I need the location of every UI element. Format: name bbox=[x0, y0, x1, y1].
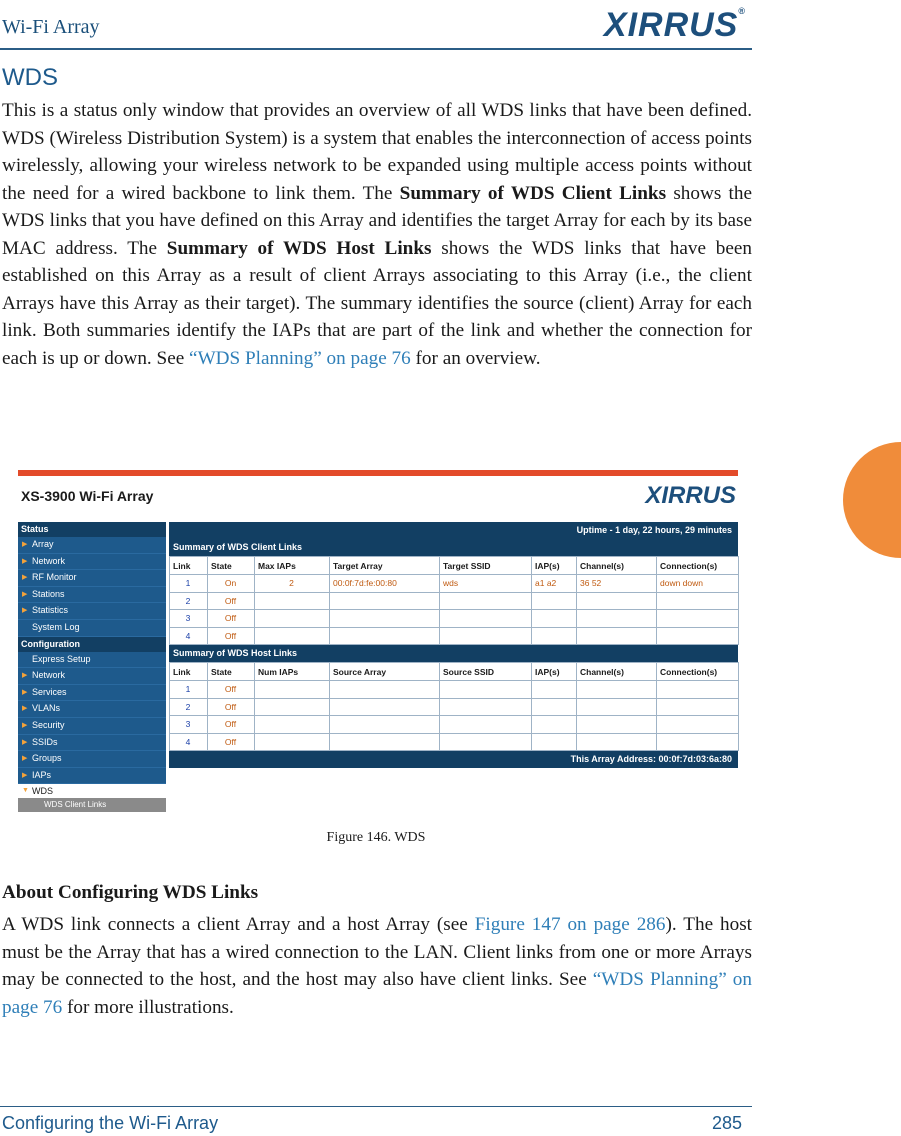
client-header-cell: IAP(s) bbox=[532, 557, 577, 575]
client-cell: Off bbox=[208, 610, 255, 628]
client-cell bbox=[577, 592, 657, 610]
wds-screenshot bbox=[18, 470, 738, 812]
host-cell bbox=[577, 698, 657, 716]
client-table-row bbox=[170, 575, 739, 593]
host-cell bbox=[255, 681, 330, 699]
client-cell bbox=[657, 592, 739, 610]
subheading: About Configuring WDS Links bbox=[2, 882, 259, 903]
host-table-row bbox=[170, 681, 739, 699]
host-header-cell: Connection(s) bbox=[657, 663, 739, 681]
arrow-icon: ▶ bbox=[22, 688, 28, 696]
client-header-cell: State bbox=[208, 557, 255, 575]
client-cell: Off bbox=[208, 592, 255, 610]
client-header-cell: Channel(s) bbox=[577, 557, 657, 575]
host-header-cell: Channel(s) bbox=[577, 663, 657, 681]
sidebar-item-network[interactable]: ▶ Network bbox=[18, 554, 166, 571]
host-cell bbox=[532, 716, 577, 734]
client-cell[interactable]: 1 bbox=[170, 575, 208, 593]
client-header-cell: Link bbox=[170, 557, 208, 575]
sidebar-item-array[interactable]: ▶ Array bbox=[18, 537, 166, 554]
host-table-row bbox=[170, 716, 739, 734]
host-cell bbox=[255, 733, 330, 751]
chapter-tab bbox=[843, 442, 901, 558]
host-cell: Off bbox=[208, 716, 255, 734]
client-cell: On bbox=[208, 575, 255, 593]
figure-147-link[interactable]: Figure 147 on page 286 bbox=[474, 914, 666, 935]
arrow-icon: ▶ bbox=[22, 557, 28, 565]
host-cell: Off bbox=[208, 698, 255, 716]
client-cell[interactable]: 4 bbox=[170, 627, 208, 645]
footer-chapter: Configuring the Wi-Fi Array bbox=[2, 1113, 219, 1133]
sidebar-group-configuration[interactable]: Configuration bbox=[18, 637, 166, 652]
host-header-cell: State bbox=[208, 663, 255, 681]
host-cell bbox=[255, 716, 330, 734]
client-header-cell: Max IAPs bbox=[255, 557, 330, 575]
client-table-row bbox=[170, 627, 739, 645]
sidebar-item-stations[interactable]: ▶ Stations bbox=[18, 587, 166, 604]
host-header-cell: Source Array bbox=[330, 663, 440, 681]
host-cell bbox=[330, 733, 440, 751]
screenshot-top-bar bbox=[18, 470, 738, 476]
host-cell bbox=[330, 698, 440, 716]
client-cell bbox=[330, 610, 440, 628]
sidebar-item-groups[interactable]: ▶ Groups bbox=[18, 751, 166, 768]
host-cell: Off bbox=[208, 733, 255, 751]
arrow-icon: ▶ bbox=[22, 738, 28, 746]
sidebar-item-wds[interactable]: ▼ WDS bbox=[18, 784, 166, 798]
host-cell[interactable]: 4 bbox=[170, 733, 208, 751]
arrow-icon: ▶ bbox=[22, 672, 28, 680]
client-cell: a1 a2 bbox=[532, 575, 577, 593]
host-cell bbox=[440, 716, 532, 734]
host-table-row bbox=[170, 733, 739, 751]
host-cell bbox=[577, 681, 657, 699]
chevron-down-icon: ▼ bbox=[22, 787, 29, 795]
client-header-cell: Connection(s) bbox=[657, 557, 739, 575]
client-cell bbox=[255, 627, 330, 645]
client-cell bbox=[577, 610, 657, 628]
host-cell bbox=[440, 733, 532, 751]
client-header-cell: Target SSID bbox=[440, 557, 532, 575]
intro-paragraph: This is a status only window that provides an overview of all WDS links that have been defined. WDS (Wireless Distribution System) is a system that enables the interconnection of access points wirelessly, allowing your wireless network to be expanded using multiple access points without the need for a wired backbone to link them. The Summary of WDS Client Links shows the WDS links that you have defined on this Array and identifies the target Array for each by its base MAC address. The Summary of WDS Host Links shows the WDS links that have been established on this Array as a result of client Arrays associating to this Array (i.e., the client Arrays have this Array as their target). The summary identifies the source (client) Array for each link. Both summaries identify the IAPs that are part of the link and whether the connection for each is up or down. See “WDS Planning” on page 76 for an overview. bbox=[2, 100, 752, 369]
host-cell bbox=[532, 698, 577, 716]
client-cell[interactable]: 2 bbox=[170, 592, 208, 610]
client-cell bbox=[440, 610, 532, 628]
sidebar-item-statistics[interactable]: ▶ Statistics bbox=[18, 603, 166, 620]
client-cell bbox=[440, 627, 532, 645]
sidebar-item-express-setup[interactable]: Express Setup bbox=[18, 652, 166, 669]
client-cell bbox=[255, 610, 330, 628]
arrow-icon: ▶ bbox=[22, 590, 28, 598]
figure-caption: Figure 146. WDS bbox=[326, 830, 426, 845]
client-table-row bbox=[170, 610, 739, 628]
host-cell bbox=[532, 733, 577, 751]
client-cell bbox=[532, 610, 577, 628]
client-links-title: Summary of WDS Client Links bbox=[169, 539, 738, 556]
client-table-row bbox=[170, 592, 739, 610]
client-cell bbox=[330, 627, 440, 645]
client-links-table bbox=[169, 556, 739, 645]
host-cell bbox=[657, 681, 739, 699]
client-cell: Off bbox=[208, 627, 255, 645]
host-cell bbox=[657, 698, 739, 716]
sidebar-item-vlans[interactable]: ▶ VLANs bbox=[18, 701, 166, 718]
host-cell bbox=[440, 681, 532, 699]
client-cell bbox=[330, 592, 440, 610]
host-cell bbox=[440, 698, 532, 716]
host-table-row bbox=[170, 698, 739, 716]
client-cell: 2 bbox=[255, 575, 330, 593]
arrow-icon: ▶ bbox=[22, 705, 28, 713]
client-cell bbox=[255, 592, 330, 610]
client-cell: wds bbox=[440, 575, 532, 593]
wds-planning-link[interactable]: “WDS Planning” on page 76 bbox=[189, 347, 411, 369]
host-header-cell: Source SSID bbox=[440, 663, 532, 681]
wds-planning-link-2[interactable]: “WDS Planning” on page 76 bbox=[2, 969, 752, 1018]
host-cell bbox=[577, 733, 657, 751]
header-rule bbox=[0, 48, 752, 50]
host-header-cell: IAP(s) bbox=[532, 663, 577, 681]
arrow-icon: ▶ bbox=[22, 607, 28, 615]
host-cell[interactable]: 3 bbox=[170, 716, 208, 734]
sidebar-item-system-log[interactable]: System Log bbox=[18, 620, 166, 637]
uptime-bar: Uptime - 1 day, 22 hours, 29 minutes bbox=[169, 522, 738, 539]
host-links-title: Summary of WDS Host Links bbox=[169, 645, 738, 662]
sidebar-item-security[interactable]: ▶ Security bbox=[18, 718, 166, 735]
page-number: 285 bbox=[712, 1113, 743, 1133]
screenshot-title: XS-3900 Wi-Fi Array bbox=[21, 488, 154, 504]
client-cell bbox=[532, 627, 577, 645]
client-header-cell: Target Array bbox=[330, 557, 440, 575]
sidebar-item-services[interactable]: ▶ Services bbox=[18, 685, 166, 702]
client-cell bbox=[657, 610, 739, 628]
client-cell: 00:0f:7d:fe:00:80 bbox=[330, 575, 440, 593]
host-cell bbox=[330, 716, 440, 734]
arrow-icon: ▶ bbox=[22, 771, 28, 779]
host-links-table bbox=[169, 662, 739, 751]
arrow-icon: ▶ bbox=[22, 755, 28, 763]
screenshot-sidebar bbox=[18, 522, 166, 812]
host-cell: Off bbox=[208, 681, 255, 699]
host-cell bbox=[255, 698, 330, 716]
host-cell bbox=[657, 716, 739, 734]
host-header-cell: Link bbox=[170, 663, 208, 681]
client-cell[interactable]: 3 bbox=[170, 610, 208, 628]
host-cell bbox=[532, 681, 577, 699]
client-cell bbox=[657, 627, 739, 645]
host-cell bbox=[657, 733, 739, 751]
xirrus-logo: XIRRUS® bbox=[603, 6, 746, 44]
sidebar-item-iaps[interactable]: ▶ IAPs bbox=[18, 768, 166, 785]
arrow-icon: ▶ bbox=[22, 574, 28, 582]
client-cell bbox=[440, 592, 532, 610]
sidebar-item-config-network[interactable]: ▶ Network bbox=[18, 668, 166, 685]
footer-rule bbox=[0, 1106, 752, 1107]
client-cell: down down bbox=[657, 575, 739, 593]
client-cell bbox=[577, 627, 657, 645]
host-cell bbox=[330, 681, 440, 699]
sidebar-item-rf-monitor[interactable]: ▶ RF Monitor bbox=[18, 570, 166, 587]
screenshot-logo: XIRRUS bbox=[645, 482, 736, 509]
arrow-icon: ▶ bbox=[22, 721, 28, 729]
sidebar-item-ssids[interactable]: ▶ SSIDs bbox=[18, 735, 166, 752]
sidebar-group-status[interactable]: Status bbox=[18, 522, 166, 537]
screenshot-main-panel bbox=[169, 522, 738, 768]
section-title: WDS bbox=[2, 64, 58, 91]
host-cell[interactable]: 2 bbox=[170, 698, 208, 716]
client-cell bbox=[532, 592, 577, 610]
sidebar-item-wds-client-links[interactable]: WDS Client Links bbox=[18, 798, 166, 812]
host-header-cell: Num IAPs bbox=[255, 663, 330, 681]
arrow-icon: ▶ bbox=[22, 541, 28, 548]
host-cell[interactable]: 1 bbox=[170, 681, 208, 699]
running-header-title: Wi-Fi Array bbox=[2, 16, 100, 38]
array-address-bar: This Array Address: 00:0f:7d:03:6a:80 bbox=[169, 751, 738, 768]
about-paragraph: A WDS link connects a client Array and a host Array (see Figure 147 on page 286). The host must be the Array that has a wired connection to the LAN. Client links from one or more Arrays may be connected to the host, and the host may also have client links. See “WDS Planning” on page 76 for more illustrations. bbox=[2, 914, 752, 1018]
client-cell: 36 52 bbox=[577, 575, 657, 593]
host-cell bbox=[577, 716, 657, 734]
